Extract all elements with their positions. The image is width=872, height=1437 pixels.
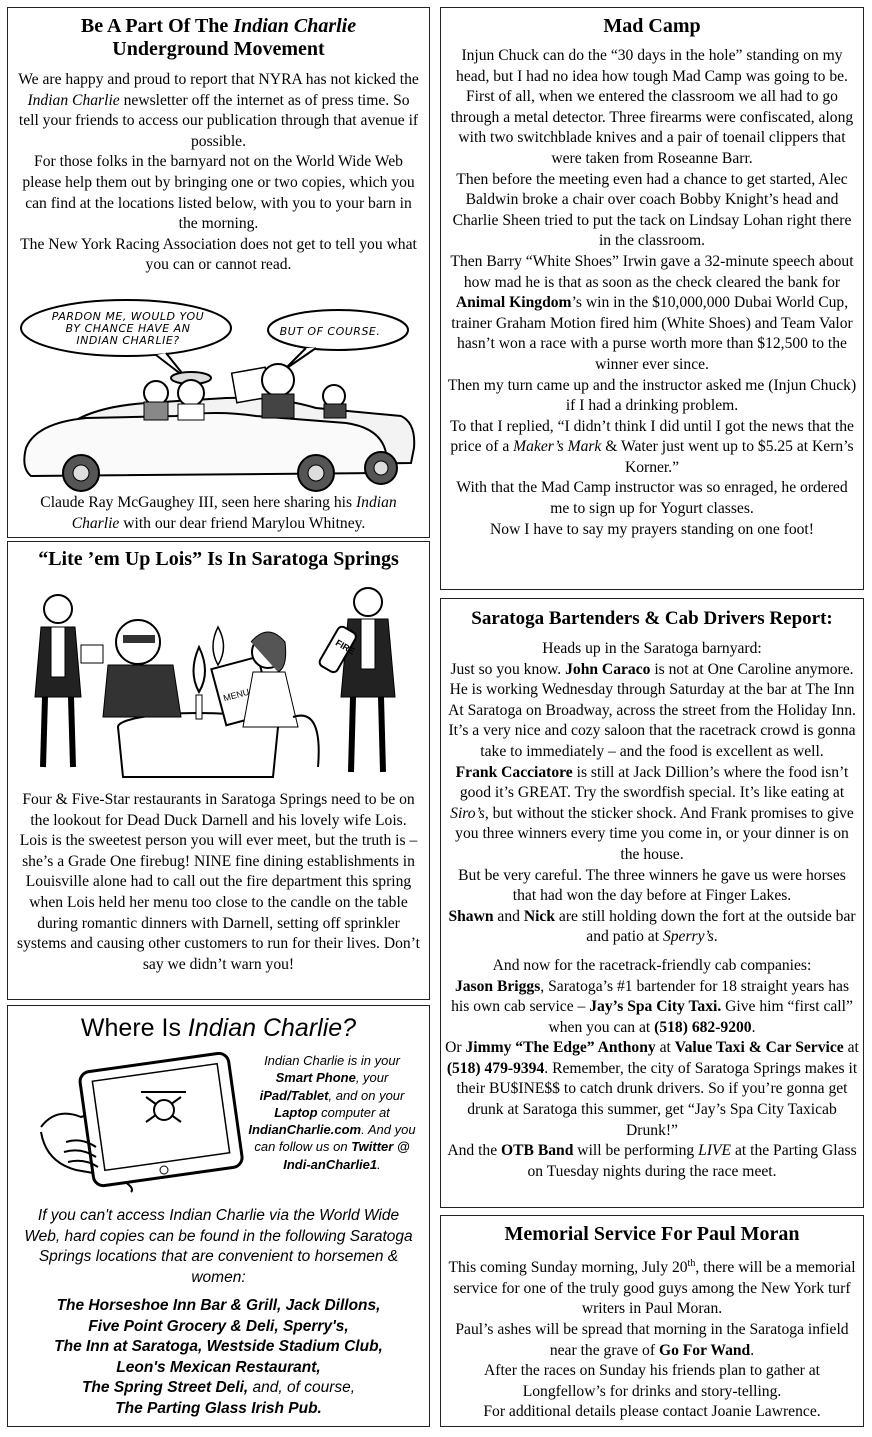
- memorial-article: [440, 1215, 864, 1427]
- memorial-title: Memorial Service For Paul Moran: [504, 1223, 800, 1245]
- bartenders-article: [440, 598, 864, 1208]
- where-locations: The Horseshoe Inn Bar & Grill, Jack Dillons, Five Point Grocery & Deli, Sperry's, The Inn at Saratoga, Westside Stadium Club, Leon's Mexican Restaurant, The Spring Street Deli, and, of course, The Parting Glass Irish Pub.: [54, 1297, 383, 1417]
- madcamp-body: Injun Chuck can do the “30 days in the hole” standing on my head, but I had no idea how tough Mad Camp was going to be. First of all, when we entered the classroom we all had to go through a metal detector. Three firearms were confiscated, along with two switchblade knives and a pair of toenail clippers that were taken from Roseanne Barr. Then before the meeting even had a chance to get started, Alec Baldwin broke a chair over coach Bobby Knight’s head and Charlie Sheen tried to put the tack on Lindsay Lohan right there in the classroom. Then Barry “White Shoes” Irwin gave a 32-minute speech about how mad he is that as soon as the check cleared the bank for Animal Kingdom’s win in the $10,000,000 Dubai World Cup, trainer Graham Motion fired him (White Shoes) and Team Valor hasn’t won a race with a purse worth more than $12,500 to the winner ever since. Then my turn came up and the instructor asked me (Injun Chuck) if I had a drinking problem. To that I replied, “I didn’t think I did until I got the news that the price of a Maker’s Mark & Water just went up to $5.25 at Kern’s Korner.” With that the Mad Camp instructor was so enraged, he ordered me to sign up for Yogurt classes. Now I have to say my prayers standing on one foot!: [447, 47, 857, 538]
- cartoon-caption: Claude Ray McGaughey III, seen here sharing his Indian Charlie with our dear friend Marylou Whitney.: [40, 494, 397, 532]
- hand-holding-phone-illustration: [36, 1052, 251, 1197]
- lois-title: “Lite ’em Up Lois” Is In Saratoga Springs: [38, 548, 399, 570]
- bartenders-body: Heads up in the Saratoga barnyard: Just so you know. John Caraco is not at One Caroline anymore. He is working Wednesday through Saturday at the bar at The Inn At Saratoga on Broadway, across the street from the Holiday Inn. It’s a very nice and cozy saloon that the racetrack crowd is gonna take to immediately – and the food is excellent as well. Frank Cacciatore is still at Jack Dillion’s where the food isn’t good it’s GREAT. Try the swordfish special. It’s like eating at Siro’s, but without the sticker shock. And Frank promises to give you three winners every time you come in, or your dinner is on the house. But be very careful. The three winners he gave us were horses that had won the day before at Finger Lakes. Shawn and Nick are still holding down the fort at the outside bar and patio at Sperry’s. And now for the racetrack-friendly cab companies: Jason Briggs, Saratoga’s #1 bartender for 18 straight years has his own cab service – Jay’s Spa City Taxi. Give him “first call” when you can at (518) 682-9200. Or Jimmy “The Edge” Anthony at Value Taxi & Car Service at (518) 479-9394. Remember, the city of Saratoga Springs makes it their BU$INE$$ to catch drunk drivers. So if you’re gonna get drunk at Saratoga this summer, get “Jay’s Spa City Taxicab Drunk!” And the OTB Band will be performing LIVE at the Parting Glass on Tuesday nights during the race meet.: [445, 640, 859, 1180]
- restaurant-cartoon-illustration: [23, 587, 418, 782]
- where-title: Where Is Indian Charlie?: [80, 1014, 357, 1042]
- underground-body: We are happy and proud to report that NYRA has not kicked the Indian Charlie newsletter off the internet as of press time. So tell your friends to access our publication through that avenue if possible. For those folks in the barnyard not on the World Wide Web please help them out by bringing one or two copies, which you can find at the locations listed below, with you to your barn in the morning. The New York Racing Association does not get to tell you what you can or cannot read.: [18, 71, 419, 274]
- underground-article: [7, 7, 430, 538]
- lois-body: Four & Five-Star restaurants in Saratoga Springs need to be on the lookout for Dead Duck Darnell and his lovely wife Lois. Lois is the sweetest person you will ever meet, but the truth is – she’s a Grade One firebug! NINE fine dining establishments in Louisville alone had to call out the fire department this spring when Lois held her menu too close to the candle on the table during romantic dinners with Darnell, setting off sprinkler systems and causing other customers to run for their lives. Don’t say we didn’t warn you!: [17, 791, 420, 973]
- madcamp-article: [440, 7, 864, 590]
- speech-bubble-left: PARDON ME, WOULD YOU BY CHANCE HAVE AN INDIAN CHARLIE?: [51, 310, 205, 347]
- lois-article: [7, 541, 430, 1000]
- menu-label: MENU: [222, 686, 251, 704]
- where-article: [7, 1005, 430, 1427]
- speech-bubble-right: BUT OF COURSE.: [279, 325, 381, 338]
- madcamp-title: Mad Camp: [603, 15, 701, 37]
- underground-title: Be A Part Of The Indian Charlie Underground Movement: [80, 15, 357, 60]
- where-intro: If you can't access Indian Charlie via the World Wide Web, hard copies can be found in the following Saratoga Springs locations that are convenient to horsemen & women:: [24, 1207, 413, 1286]
- fire-bottle-label: FIRE: [333, 637, 357, 657]
- bartenders-title: Saratoga Bartenders & Cab Drivers Report:: [471, 608, 833, 629]
- where-side-text: Indian Charlie is in your Smart Phone, your iPad/Tablet, and on your Laptop computer at IndianCharlie.com. And you can follow us on Twitter @ Indi-anCharlie1.: [248, 1053, 416, 1172]
- memorial-body: This coming Sunday morning, July 20th, there will be a memorial service for one of the truly good guys among the New York turf writers in Paul Moran. Paul’s ashes will be spread that morning in the Saratoga infield near the grave of Go For Wand. After the races on Sunday his friends plan to gather at Longfellow’s for drinks and story-telling. For additional details please contact Joanie Lawrence.: [448, 1258, 856, 1421]
